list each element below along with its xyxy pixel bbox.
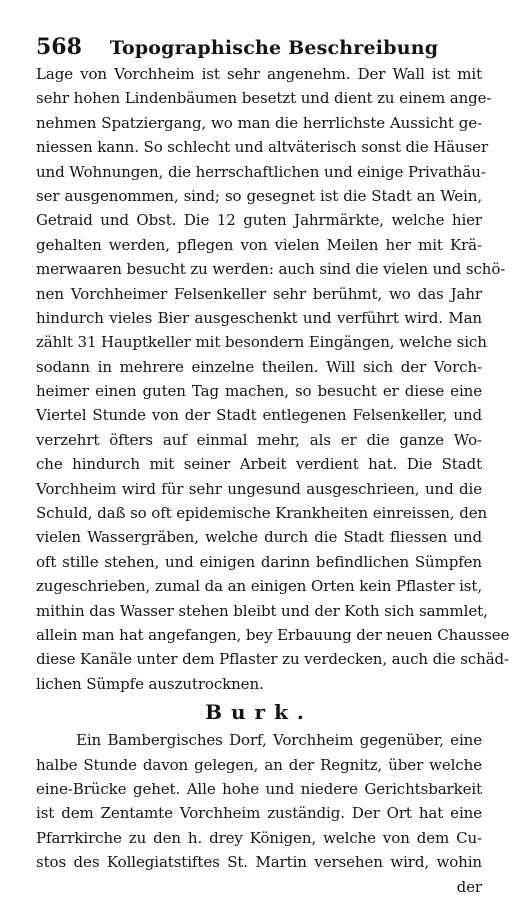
text-line: Schuld, daß so oft epidemische Krankheiten einreissen, den — [36, 504, 488, 523]
text-line: oft stille stehen, und einigen darinn befindlichen Sümpfen — [36, 552, 482, 571]
text-line: nehmen Spatziergang, wo man die herrlichste Aussicht ge- — [36, 113, 482, 132]
text-line: Viertel Stunde von der Stadt entlegenen Felsenkeller, und — [36, 406, 482, 425]
text-line: ser ausgenommen, sind; so gesegnet ist die Stadt an Wein, — [36, 186, 482, 205]
text-line: lichen Sümpfe auszutrocknen. — [36, 674, 264, 693]
text-line: diese Kanäle unter dem Pflaster zu verdecken, auch die schäd- — [36, 650, 510, 669]
text-line: che hindurch mit seiner Arbeit verdient hat. Die Stadt — [36, 455, 482, 474]
text-line: Lage von Vorchheim ist sehr angenehm. Der Wall ist mit — [36, 65, 482, 83]
text-line: und Wohnungen, die herrschaftlichen und einige Privathäu- — [36, 162, 486, 181]
text-line: Vorchheim wird für sehr ungesund ausgeschrieen, und die — [36, 479, 482, 498]
page-header — [36, 34, 482, 62]
text-line: niessen kann. So schlecht und altväterisch sonst die Häuser — [36, 138, 489, 157]
text-line: zugeschrieben, zumal da an einigen Orten kein Pflaster ist, — [36, 577, 482, 596]
text-line: eine-Brücke gehet. Alle hohe und niedere Gerichtsbarkeit — [36, 779, 482, 798]
page-number: 568 — [36, 34, 82, 60]
text-line: sodann in mehrere einzelne theilen. Will sich der Vorch- — [36, 357, 482, 376]
text-line: nen Vorchheimer Felsenkeller sehr berühmt, wo das Jahr — [36, 284, 482, 303]
text-line: hindurch vieles Bier ausgeschenkt und verführt wird. Man — [36, 308, 482, 327]
text-line: Ein Bambergisches Dorf, Vorchheim gegenüber, eine — [76, 731, 482, 750]
text-line: mithin das Wasser stehen bleibt und der Koth sich sammlet, — [36, 601, 488, 620]
text-line: halbe Stunde davon gelegen, an der Regnitz, über welche — [36, 755, 482, 774]
text-line: ist dem Zentamte Vorchheim zuständig. Der Ort hat eine — [36, 804, 482, 823]
text-line: Getraid und Obst. Die 12 guten Jahrmärkte, welche hier — [36, 211, 482, 230]
text-line: Pfarrkirche zu den h. drey Königen, welche von dem Cu- — [36, 828, 482, 847]
text-line: heimer einen guten Tag machen, so besucht er diese eine — [36, 382, 482, 401]
text-line: stos des Kollegiatstiftes St. Martin versehen wird, wohin — [36, 853, 482, 872]
paragraph-burk — [36, 728, 482, 899]
text-line: sehr hohen Lindenbäumen besetzt und dient zu einem ange- — [36, 89, 492, 108]
text-line: merwaaren besucht zu werden: auch sind die vielen und schö- — [36, 260, 506, 279]
book-page — [36, 34, 510, 899]
section-heading-burk: Burk. — [205, 700, 313, 725]
paragraph-vorchheim — [36, 62, 510, 696]
text-line: gehalten werden, pflegen von vielen Meilen her mit Krä- — [36, 235, 482, 254]
text-line: zählt 31 Hauptkeller mit besondern Eingängen, welche sich — [36, 333, 487, 352]
running-head: Topographische Beschreibung — [109, 37, 439, 59]
text-line: vielen Wassergräben, welche durch die Stadt fliessen und — [36, 528, 482, 547]
text-line: verzehrt öfters auf einmal mehr, als er die ganze Wo- — [36, 430, 482, 449]
catchword: der — [456, 877, 482, 896]
text-line: allein man hat angefangen, bey Erbauung der neuen Chaussee — [36, 625, 510, 644]
